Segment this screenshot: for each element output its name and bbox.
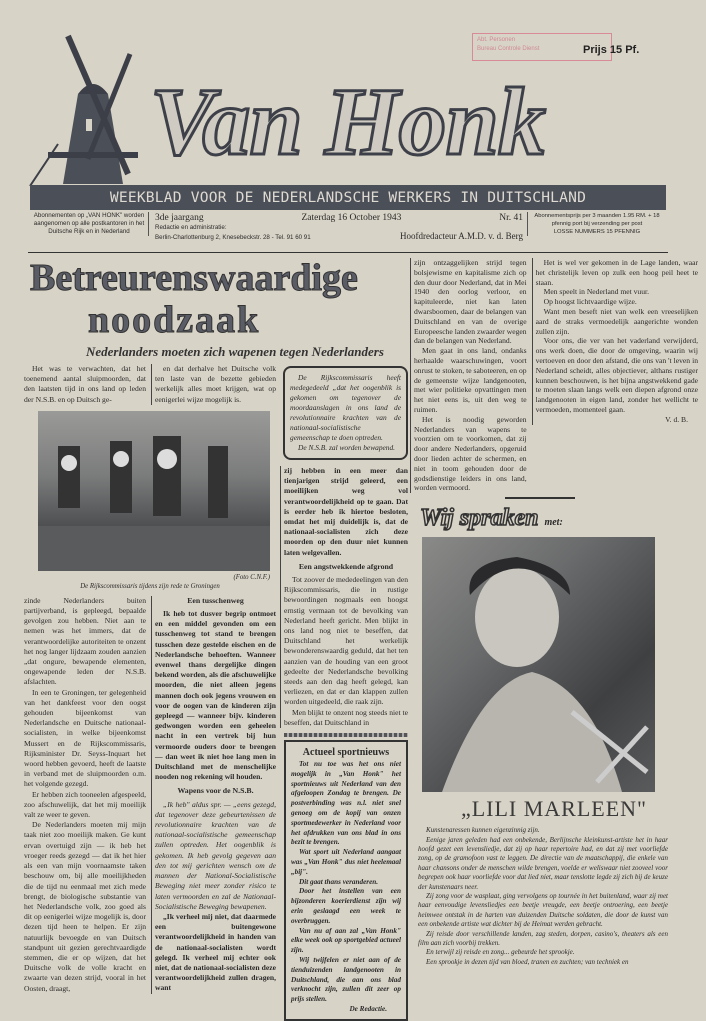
divider <box>284 733 408 737</box>
article-col-4: zijn ontzaggelijken strijd tegen bolsjewisme en kapitalisme zich op den duur door Nederland, dat in Mei 1940 den oorlog verloor, en kapituleerde, niet kan laten dwarsboomen, daar de belangen van Duitschland en van de overige Europeesche landen zwaarder wegen dan de belangen van Nederland. Men gaat in ons land, ondanks herhaalde waarschuwingen, voort onrust te stoken, te saboteeren, en op de gemeenste wijze landgenooten, met wier politieke opvattingen men het niet eens is, uit den weg te ruimen. Het is noodig geworden Nederlanders van wapens te voorzien om te voorkomen, dat zij door andere Nederlanders, opgeruid door lieden achter de schermen, en niet in toom gehouden door de godsdienstige leiders in ons land, worden vermoord. <box>410 258 527 493</box>
intro-col-2: en dat derhalve het Duitsche volk ten laste van de bezette gebieden werkelijk alles moet krijgen, wat op eenigerlei wijze mogelijk is. <box>151 364 276 405</box>
sport-heading: Actueel sportnieuws <box>302 747 390 759</box>
subscription-info: Abonnementen op „VAN HONK" worden aangenomen op alle postkantoren in het Duitsche Rijk en in Nederland <box>30 212 149 236</box>
photo-credit: (Foto C.N.F.) <box>233 573 270 581</box>
article-row <box>24 596 276 994</box>
editorial-address: Berlin-Charlottenburg 2, Knesebeckstr. 28 - Tel. 91 60 91 <box>155 234 311 241</box>
divider <box>505 497 575 499</box>
headline-line-2: noodzaak <box>88 299 261 341</box>
article-col-5: Het is wel ver gekomen in de Lage landen, waar het christelijk leven op zulk een hoog peil heet te staan. Men speelt in Nederland met vuur. Op hoogst lichtvaardige wijze. Want men beseft niet van welk een vreeselijken aard de straks vermoedelijk aangerichte wonden zullen zijn. Voor ons, die ver van het vaderland verwijderd, ons werk doen, die door de omgeving, waarin wij vertoeven en door den afstand, die ons van 't leven in Nederland scheidt, alles objectiever, althans rustiger kunnen beschouwen, is het bijna angstwekkend gade te moeten slaan langs welk een diepen afgrond onze landgenooten in eigen land, zonder het wellicht te vermoeden, momenteel gaan. V. d. B. <box>532 258 698 425</box>
rally-photo <box>38 411 270 571</box>
divider <box>28 252 668 253</box>
interview-title: „LILI MARLEEN" <box>460 796 648 822</box>
editorial-label: Redactie en administratie: <box>155 224 227 231</box>
article-col-2: Een tusschenweg Ik heb tot dusver begrip ontmoet en een middel gevonden om een tusschenweg tot stand te brengen tusschen deze gestelde eischen en de Nederlandsche behoeften. Wanneer evenwel thans dergelijke dingen bekend worden, als die afschuwelijke moorden, die niet alleen jegens mannen doch ook jegens vrouwen en voor de oogen van de kinderen zijn gepleegd — wanneer bijv. kinderen gedwongen worden een geheelen nacht in een vertrek bij hun vermoorde ouders door te brengen — dan weet ik niet hoe lang men in Duitschland met de menschelijke nooden nog rekening wil houden. Wapens voor de N.S.B. „Ik heb" aldus spr. — „eens gezegd, dat tegenover deze gebeurtenissen de revolutionnaire krachten van de nationaal-socialistische gemeenschap zullen optreden. Het oogenblik is gekomen. Ik heb gevolg gegeven aan den tot mij gerichten wensch om de mannen der National-Socialistische Beweging niet meer zonder risico te laten vermoorden en zal de Nationaal-Socialistische Beweging bewapenen. „Ik verheel mij niet, dat daarmede een buitengewone verantwoordelijkheid in handen van de nationaal-socialisten wordt gelegd. Ik verheel mij echter ook niet, dat de nationaal-socialisten deze verantwoordelijkheid zullen dragen, want <box>151 596 276 994</box>
portrait-image-icon <box>422 537 655 792</box>
archive-stamp: Abt. Personen Bureau Controle Dienst <box>472 33 612 61</box>
lili-marleen-photo <box>422 537 655 792</box>
photo-caption: De Rijkscommissaris tijdens zijn rede te Groningen <box>80 582 220 590</box>
quote-box: De Rijkscommissaris heeft medegedeeld „dat het oogenblik is gekomen om tegenover de moordaanslagen in ons land de revolutionnaire krachten van de nationaal-socialistische gemeenschap te doen optreden. De N.S.B. zal worden bewapend. <box>283 366 408 460</box>
flags-image-icon <box>38 411 270 571</box>
interview-kicker: Wij spraken <box>420 505 539 532</box>
subscription-price: Abonnementsprijs per 3 maanden 1.95 RM. + 18 pfennig port bij verzending per post LOSSE NUMMERS 15 PFENNIG <box>527 212 666 236</box>
chief-editor: Hoofdredacteur A.M.D. v. d. Berg <box>400 231 523 241</box>
issue-date: Zaterdag 16 October 1943 <box>301 213 402 223</box>
right-text-row <box>410 258 698 493</box>
windmill-logo-icon <box>28 34 153 186</box>
masthead-banner: WEEKBLAD VOOR DE NEDERLANDSCHE WERKERS IN DUITSCHLAND <box>30 185 666 210</box>
article-col-1: zinde Nederlanders buiten partijverband, is gepleegd, bepaalde gevolgen zou hebben. Niet aan te nemen was het immers, dat de verantwoordelijke autoriteiten te onzent het nog langer lijdzaam zouden aanzien „dat ongure, bewapende elementen, ongewapende leden der N.S.B. afslachten. In een te Groningen, ter gelegenheid van het dankfeest voor den oogst gehouden bijeenkomst van Nederlandsche en Duitsche nationaal-socialisten, in welke bijeenkomst Mussert en de Rijkscommissaris, Rijksminister Dr. Seyss-Inquart het woord hebben gevoerd, heeft de laatste in verband met de sluipmoorden o.m. het volgende gezegd. Er hebben zich tooneelen afgespeeld, zoo afschuwelijk, dat het mij moeilijk valt ze weer te geven. De Nederlanders moeten mij mijn taak niet zoo moeilijk maken. Ge kunt ervan overtuigd zijn — ik heb het vroeger reeds gezegd — dat ik het hier als een van mijn voornaamste taken beschouw om, bij alle moeilijkheden die de tijd nu eenmaal met zich mede brengt, de biologische substantie van het Nederlandsche volk, zoo goed als dit op eenigerlei wijze mogelijk is, door dezen tijd heen te helpen. Er zijn natuurlijk bevoegde en van Duitsch standpunt uit gezien gerechtvaardigde stemmen, die er op wijzen, dat het Duitsche volk de volle kracht en zwaarte van dezen strijd, vooral in het Oosten, draagt, <box>24 595 146 993</box>
interview-kicker-suffix: met: <box>544 517 563 529</box>
interview-kicker-row <box>420 503 698 533</box>
sport-news-box: Actueel sportnieuws Tot nu toe was het ons niet mogelijk in „Van Honk" het sportnieuws uit Nederland van den afgeloopen Zondag te brengen. De postverbinding was n.l. niet snel genoeg om de kopij van onzen sportmedewerker in Nederland voor het afdrukken van ons blad in ons bezit te brengen. Wat sport uit Nederland aangaat was „Van Honk" dus niet heelemaal „bij". Dit gaat thans veranderen. Door het instellen van een bijzonderen koerierdienst zijn wij erin geslaagd een week te overbruggen. Van nu af aan zal „Van Honk" elke week ook op sportgebied actueel zijn. Wij twijfelen er niet aan of de tienduizenden landgenooten in Duitschland, die aan ons blad verknocht zijn, zullen dit zeer op prijs stellen. De Redactie. <box>284 740 408 1021</box>
volume: 3de jaargang <box>155 213 204 223</box>
middle-block <box>280 366 408 1021</box>
article-signature: V. d. B. <box>665 414 688 424</box>
right-block <box>410 258 698 967</box>
headline: Betreurenswaardige <box>30 257 358 299</box>
newspaper-logo: Van Honk <box>150 68 545 175</box>
intro-row <box>24 364 276 405</box>
article-col-3: zij hebben in een meer dan tienjarigen strijd geleerd, een moeilijken weg vol verantwoordelijkheid op te gaan. Dat is eerder heb ik hiertoe besloten, omdat het mij duidelijk is, dat de nationaal-socialisten zich deze moorden op den duur niet kunnen laten welgevallen. Een angstwekkende afgrond Tot zoover de mededeelingen van den Rijkscommissaris, die in rustige bewoordingen nogmaals een hoogst ernstig vermaan tot de bevolking van Nederland heeft gericht. Men blijkt in ons land nog niet te beseffen, dat Duitschland het werkelijk bewonderenswaardig geduld, dat het ten aanzien van de houding van een groot gedeelte der Nederlandsche bevolking steeds aan den dag heeft gelegd, kan verliezen, en dat er dan klappen zullen worden uitgedeeld, die raak zijn. Men blijkt te onzent nog steeds niet te beseffen, dat Duitschland in <box>280 466 408 728</box>
intro-col-1: Het was te verwachten, dat het toenemend aantal sluipmoorden, dat den laatsten tijd in ons land op leden der N.S.B. en op Duitsch ge- <box>24 364 146 404</box>
sport-signature: De Redactie. <box>349 1005 387 1013</box>
subheadline: Nederlanders moeten zich wapenen tegen Nederlanders <box>86 344 384 359</box>
left-block <box>24 364 276 994</box>
interview-text: Kunstenaressen kunnen eigenzinnig zijn. Eenige jaren geleden had een onbekende, Berlijnsche kleinkunst-artiste het in haar hoofd gezet een levensliedje, dat zij op haar repertoire had, en dat zij met voorliefde zong, op de gramofoon vast te leggen. De directie van de maatschappij, die enkele van haar chansons onder de menschen wilde brengen, voelde er weliswaar niet zooveel voor begrepen ook haar voorliefde voor dat lied niet, maar tenslotte legde zij zich bij de keuze der kunstenaars neer. Zij zong voor de wasplaat, ging vervolgens op tournée in het buitenland, waar zij met haar eenvoudige levensliedjes een beetje vreugde, een beetje ontroering, een beetje heimwee ontstak in de harten van duizenden Duitsche soldaten, die door de kunst van een onbekende artiste wat dichter bij de Heimat werden gebracht. Zij reisde door verschillende landen, zag steden, dorpen, casino's, theaters als een film aan zich voorbij trekken. En terwijl zij reisde en zong... gebeurde het sprookje. Een sprookje in dezen tijd van bloed, tranen en zuchten; van techniek en <box>418 826 668 966</box>
issue-info <box>155 212 523 242</box>
price-label: Prijs 15 Pf. <box>583 44 640 56</box>
issue-number: Nr. 41 <box>499 213 523 223</box>
